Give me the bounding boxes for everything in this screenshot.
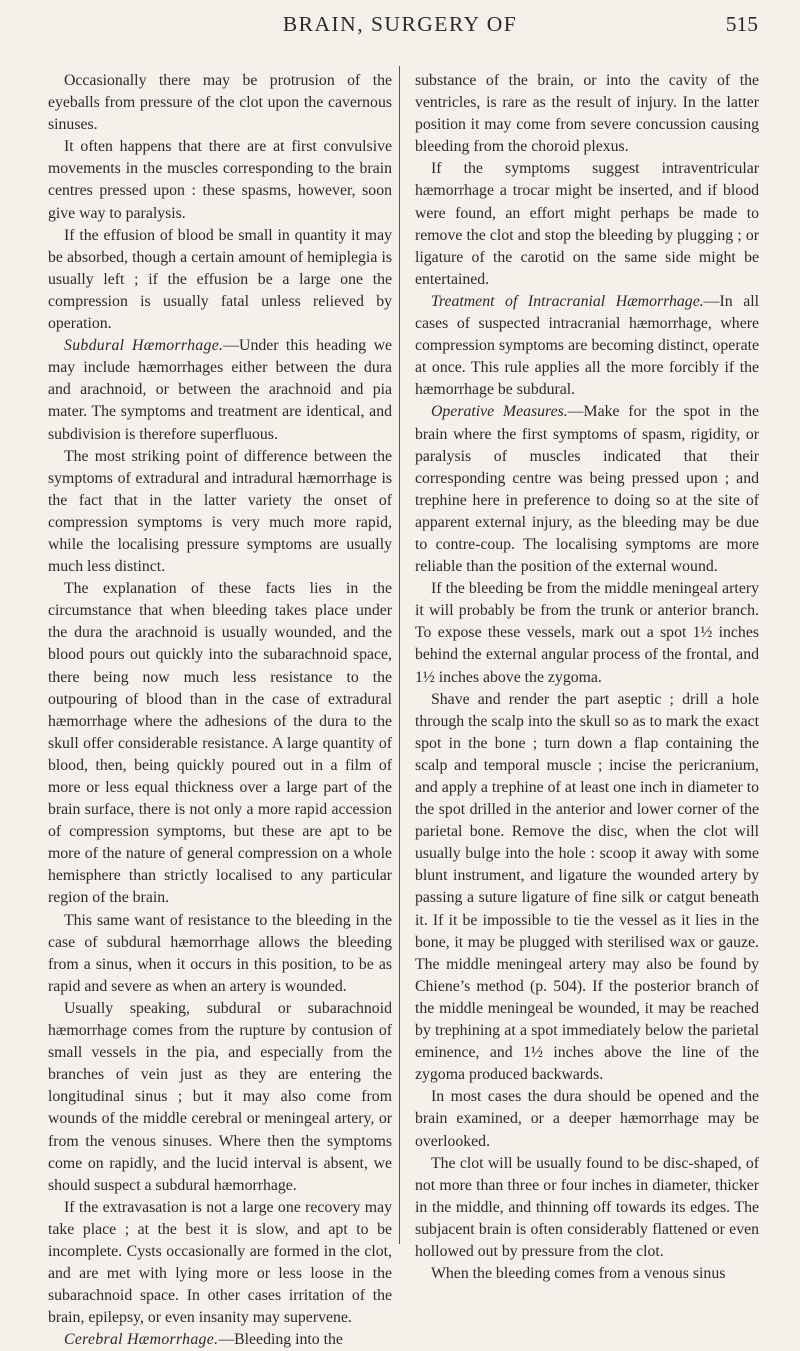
paragraph: The most striking point of difference between the symptoms of extradural and intradural hæmorrhage is the fact that in the latter variety the onset of compression symptoms is very much more rapid, while the localising pressure symptoms are usually much less distinct. bbox=[48, 447, 392, 576]
page-number: 515 bbox=[725, 12, 758, 36]
paragraph: It often happens that there are at first convulsive movements in the muscles corresponding to the brain centres pressed upon : these spasms, however, soon give way to paralysis. bbox=[48, 138, 392, 222]
paragraph: Treatment of Intracranial Hæmorrhage.—In all cases of suspected intracranial hæmorrhage, where compression symptoms are becoming distinct, operate at once. This rule applies all the more forcibly if the hæmorrhage be subdural. bbox=[415, 292, 759, 399]
right-column bbox=[415, 70, 759, 1285]
running-head bbox=[0, 12, 800, 52]
paragraph: Subdural Hæmorrhage.—Under this heading we may include hæmorrhages either between the dura and arachnoid, or between the arachnoid and pia mater. The symptoms and treatment are identical, and subdivision is therefore superfluous. bbox=[48, 337, 392, 443]
section-heading: Cerebral Hæmorrhage. bbox=[64, 1331, 219, 1349]
paragraph: substance of the brain, or into the cavity of the ventricles, is rare as the result of injury. In the latter position it may come from severe concussion causing bleeding from the choroid plexus. bbox=[415, 72, 759, 156]
paragraph: Operative Measures.—Make for the spot in the brain where the first symptoms of spasm, rigidity, or paralysis of muscles indicated that their corresponding centre was being pressed upon ; and trephine here in preference to doing so at the site of apparent external injury, as the bleeding may be due to contre-coup. The localising symptoms are more reliable than the position of the external wound. bbox=[415, 403, 759, 576]
paragraph: Occasionally there may be protrusion of the eyeballs from pressure of the clot upon the cavernous sinuses. bbox=[48, 72, 392, 134]
section-heading: Subdural Hæmorrhage. bbox=[64, 337, 224, 355]
section-heading: Operative Measures. bbox=[431, 403, 568, 421]
paragraph: Cerebral Hæmorrhage.—Bleeding into the bbox=[64, 1331, 343, 1349]
left-column bbox=[48, 70, 392, 1351]
paragraph: Usually speaking, subdural or subarachnoid hæmorrhage comes from the rupture by contusion of small vessels in the pia, and especially from the branches of vein just as they are entering the longitudinal sinus ; but it may also come from wounds of the middle cerebral or meningeal artery, or from the venous sinuses. Where then the symptoms come on rapidly, and the lucid interval is absent, we should suspect a subdural hæmorrhage. bbox=[48, 999, 392, 1194]
paragraph: In most cases the dura should be opened and the brain examined, or a deeper hæmorrhage may be overlooked. bbox=[415, 1088, 759, 1150]
section-heading: Treatment of Intracranial Hæmorrhage. bbox=[431, 292, 704, 310]
column-divider bbox=[399, 66, 400, 1244]
paragraph: This same want of resistance to the bleeding in the case of subdural hæmorrhage allows the bleeding from a sinus, when it occurs in this position, to be as rapid and severe as when an artery is wounded. bbox=[48, 911, 392, 995]
paragraph: If the effusion of blood be small in quantity it may be absorbed, though a certain amount of hemiplegia is usually left ; if the effusion be a large one the compression is usually fatal unless relieved by operation. bbox=[48, 226, 392, 333]
paragraph: The clot will be usually found to be disc-shaped, of not more than three or four inches in diameter, thicker in the middle, and thinning off towards its edges. The subjacent brain is often considerably flattened or even hollowed out by pressure from the clot. bbox=[415, 1154, 759, 1260]
paragraph: The explanation of these facts lies in the circumstance that when bleeding takes place under the dura the arachnoid is usually wounded, and the blood pours out quickly into the subarachnoid space, there being now much less resistance to the outpouring of blood than in the case of extradural hæmorrhage where the adhesions of the dura to the skull offer considerable resistance. A large quantity of blood, then, being quickly poured out in a film of more or less equal thickness over a large part of the brain surface, there is not only a more rapid accession of compression symptoms, but these are apt to be more of the nature of general compression on a whole hemisphere than strictly localised to any particular region of the brain. bbox=[48, 580, 392, 907]
paragraph: When the bleeding comes from a venous sinus bbox=[431, 1265, 726, 1283]
paragraph: Shave and render the part aseptic ; drill a hole through the scalp into the skull so as to mark the exact spot in the bone ; turn down a flap containing the scalp and temporal muscle ; incise the pericranium, and apply a trephine of at least one inch in diameter to the spot drilled in the anterior and lower corner of the parietal bone. Remove the disc, when the clot will usually bulge into the hole : scoop it away with some blunt instrument, and ligature the wounded artery by passing a suture ligature of fine silk or catgut beneath it. If it be impossible to tie the vessel as it lies in the bone, it may be plugged with sterilised wax or gauze. The middle meningeal artery may also be found by Chiene’s method (p. 504). If the posterior branch of the middle meningeal be wounded, it may be reached by trephining at a spot immediately below the parietal eminence, and 1½ inches above the line of the zygoma produced backwards. bbox=[415, 690, 759, 1084]
page-title: BRAIN, SURGERY OF bbox=[282, 12, 518, 36]
paragraph: If the extravasation is not a large one recovery may take place ; at the best it is slow, and apt to be incomplete. Cysts occasionally are formed in the clot, and are met with lying more or less loose in the subarachnoid space. In other cases irritation of the brain, epilepsy, or even insanity may supervene. bbox=[48, 1198, 392, 1327]
paragraph: If the bleeding be from the middle meningeal artery it will probably be from the trunk or anterior branch. To expose these vessels, mark out a spot 1½ inches behind the external angular process of the frontal, and 1½ inches above the zygoma. bbox=[415, 580, 759, 686]
paragraph: If the symptoms suggest intraventricular hæmorrhage a trocar might be inserted, and if blood were found, an effort might perhaps be made to remove the clot and stop the bleeding by plugging ; or ligature of the carotid on the same side might be entertained. bbox=[415, 160, 759, 288]
